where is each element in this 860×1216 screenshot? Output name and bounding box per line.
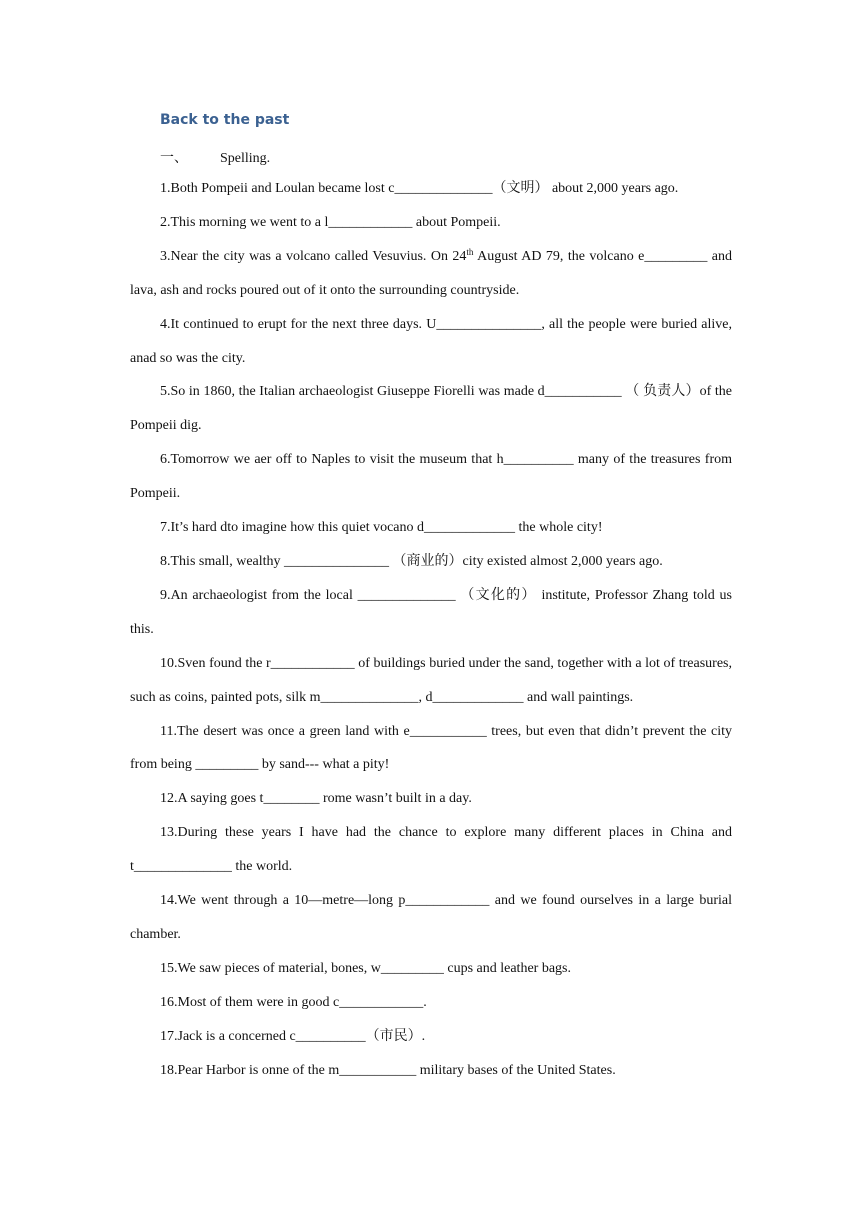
section-number: 一、 — [160, 151, 188, 166]
exercise-item-7: 7.It’s hard dto imagine how this quiet vocano d_____________ the whole city! — [160, 520, 603, 536]
exercise-item-12: 12.A saying goes t________ rome wasn’t built in a day. — [160, 791, 472, 807]
exercise-item-14: 14.We went through a 10—metre—long p____________ and we found ourselves in a large burial chamber. — [130, 893, 732, 942]
exercise-list — [130, 172, 732, 1087]
section-label: Spelling. — [220, 151, 271, 166]
exercise-item-4: 4.It continued to erupt for the next three days. U_______________, all the people were buried alive, anad so was the city. — [130, 316, 732, 366]
section-title — [160, 147, 270, 167]
exercise-item-1: 1.Both Pompeii and Loulan became lost c______________（文明） about 2,000 years ago. — [160, 181, 679, 196]
exercise-item-13: 13.During these years I have had the chance to explore many different places in China and t______________ the world. — [130, 825, 732, 875]
exercise-item-5: 5.So in 1860, the Italian archaeologist Giuseppe Fiorelli was made d___________ （ 负责人）of the Pompeii dig. — [130, 384, 732, 434]
exercise-item-9: 9.An archaeologist from the local ______________ （文化的） institute, Professor Zhang told us this. — [130, 587, 732, 637]
exercise-item-17: 17.Jack is a concerned c__________（市民）. — [160, 1028, 426, 1044]
exercise-item-6: 6.Tomorrow we aer off to Naples to visit the museum that h__________ many of the treasures from Pompeii. — [130, 452, 732, 502]
exercise-item-18: 18.Pear Harbor is onne of the m___________ military bases of the United States. — [160, 1062, 616, 1078]
exercise-item-3-post: August AD 79, the volcano e_________ and lava, ash and rocks poured out of it onto the surrounding countryside. — [130, 248, 732, 298]
exercise-item-11: 11.The desert was once a green land with e___________ trees, but even that didn’t prevent the city from being _________ by sand--- what a pity! — [130, 723, 732, 773]
exercise-item-3 — [130, 240, 732, 308]
exercise-item-16: 16.Most of them were in good c____________. — [160, 994, 427, 1010]
exercise-item-8: 8.This small, wealthy _______________ （商业的）city existed almost 2,000 years ago. — [160, 553, 663, 569]
exercise-item-10: 10.Sven found the r____________ of buildings buried under the sand, together with a lot of treasures, such as coins, painted pots, silk m______________, d_____________ and wall paintings. — [130, 655, 732, 705]
ordinal-suffix: th — [466, 246, 474, 257]
exercise-item-3-pre: 3.Near the city was a volcano called Vesuvius. On 24 — [160, 248, 467, 264]
exercise-item-2: 2.This morning we went to a l____________ about Pompeii. — [160, 214, 501, 230]
exercise-item-15: 15.We saw pieces of material, bones, w_________ cups and leather bags. — [160, 960, 571, 976]
page-heading: Back to the past — [160, 112, 290, 128]
